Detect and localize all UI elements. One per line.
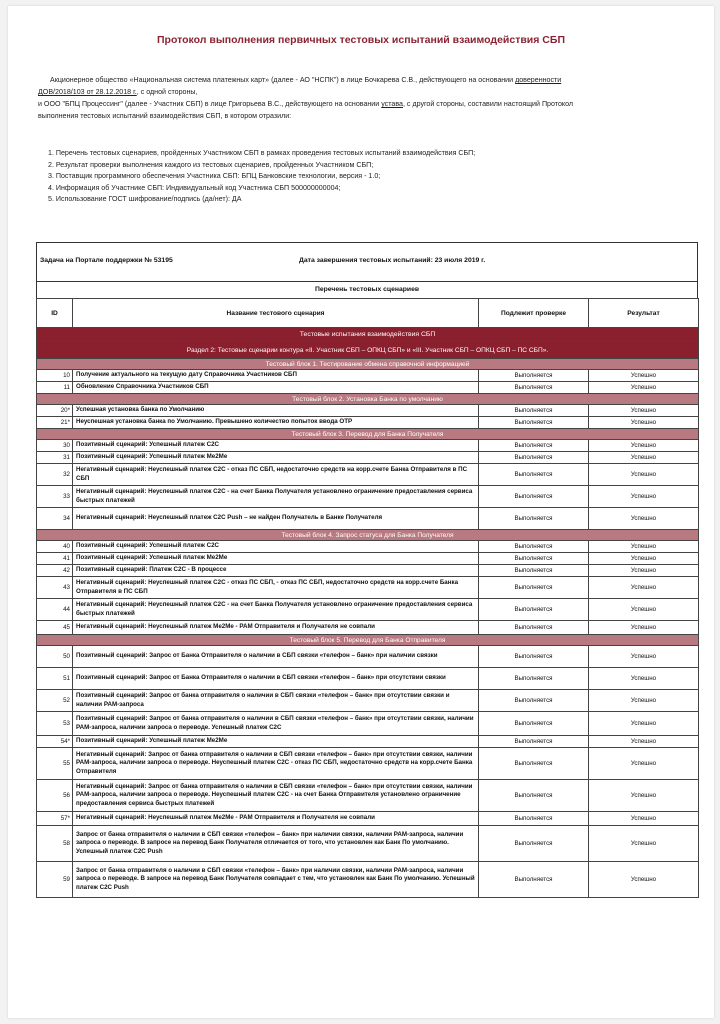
scenario-status: Выполняется: [479, 440, 589, 452]
scenario-id: 45: [37, 621, 73, 635]
table-row: [37, 690, 699, 712]
scenario-status: Выполняется: [479, 668, 589, 690]
scenario-name: Позитивный сценарий: Успешный платеж Me2Me: [73, 452, 479, 464]
scenario-id: 31: [37, 452, 73, 464]
scenario-result: Успешно: [589, 621, 699, 635]
scenario-id: 34: [37, 508, 73, 530]
scenario-result: Успешно: [589, 668, 699, 690]
scenario-result: Успешно: [589, 382, 699, 394]
column-header-result: Результат: [589, 299, 699, 328]
scenario-name: Позитивный сценарий: Запрос от Банка Отправителя о наличии в СБП связки «телефон – банк» при отсутствии связки: [73, 668, 479, 690]
scenario-name: Негативный сценарий: Запрос от банка отправителя о наличии в СБП связки «телефон – банк» при отсутствии связки, наличии PAM-запроса, наличии запроса о переводе. Неуспешный платеж С2С - на счет Банка Отправителя установлено ограничение предоставления сервиса быстрых платежей: [73, 780, 479, 812]
point-item: 3. Поставщик программного обеспечения Участника СБП: БПЦ Банковские технологии, версия - 1.0;: [48, 172, 381, 181]
table-row: [37, 486, 699, 508]
scenario-status: Выполняется: [479, 452, 589, 464]
scenario-id: 11: [37, 382, 73, 394]
scenario-name: Запрос от банка отправителя о наличии в СБП связки «телефон – банк» при наличии связки, наличии PAM-запроса, наличии запроса о переводе. В запросе на перевод Банк Получателя совпадает с тем, что установлен как Банк По умолчанию. Успешный платеж С2С Push: [73, 862, 479, 898]
table-row: [37, 370, 699, 382]
scenario-id: 21*: [37, 417, 73, 429]
scenario-result: Успешно: [589, 646, 699, 668]
table-header-info: [36, 242, 698, 281]
scenario-name: Негативный сценарий: Неуспешный платеж С2С - отказ ПС СБП, недостаточно средств на корр.счете Банка Отправителя в ПС СБП: [73, 464, 479, 486]
scenario-name: Негативный сценарий: Неуспешный платеж Me2Me - PAM Отправителя и Получателя не совпали: [73, 621, 479, 635]
scenario-result: Успешно: [589, 553, 699, 565]
column-header-check: Подлежит проверке: [479, 299, 589, 328]
block-title: Тестовый блок 5. Перевод для Банка Отправителя: [37, 635, 699, 646]
scenario-status: Выполняется: [479, 748, 589, 780]
scenario-result: Успешно: [589, 440, 699, 452]
scenario-id: 43: [37, 577, 73, 599]
scenario-name: Получение актуального на текущую дату Справочника Участников СБП: [73, 370, 479, 382]
scenario-result: Успешно: [589, 748, 699, 780]
scenario-result: Успешно: [589, 417, 699, 429]
point-item: 2. Результат проверки выполнения каждого из тестовых сценариев, пройденных Участником СБП;: [48, 160, 374, 169]
table-row: [37, 452, 699, 464]
scenario-result: Успешно: [589, 541, 699, 553]
block-title: Тестовый блок 3. Перевод для Банка Получателя: [37, 429, 699, 440]
scenario-status: Выполняется: [479, 370, 589, 382]
point-item: 1. Перечень тестовых сценариев, пройденных Участником СБП в рамках проведения тестовых испытаний взаимодействия СБП;: [48, 149, 476, 157]
scenario-id: 32: [37, 464, 73, 486]
scenario-status: Выполняется: [479, 382, 589, 394]
scenario-result: Успешно: [589, 452, 699, 464]
scenario-status: Выполняется: [479, 736, 589, 748]
band-row: Тестовые испытания взаимодействия СБП: [37, 328, 699, 342]
block-title: Тестовый блок 1. Тестирование обмена справочной информацией: [37, 359, 699, 370]
scenario-id: 57*: [37, 812, 73, 826]
scenario-name: Негативный сценарий: Неуспешный платеж С2С - на счет Банка Получателя установлено ограничение предоставления сервиса быстрых платежей: [73, 486, 479, 508]
scenario-name: Позитивный сценарий: Успешный платеж С2С: [73, 541, 479, 553]
document-page: [8, 6, 714, 1018]
table-row: [37, 736, 699, 748]
table-row: [37, 646, 699, 668]
table-row: [37, 405, 699, 417]
scenario-status: Выполняется: [479, 690, 589, 712]
scenario-result: Успешно: [589, 812, 699, 826]
table-row: [37, 417, 699, 429]
scenario-result: Успешно: [589, 736, 699, 748]
table-row: [37, 826, 699, 862]
scenario-status: Выполняется: [479, 464, 589, 486]
scenario-name: Успешная установка банка по Умолчанию: [73, 405, 479, 417]
scenario-id: 58: [37, 826, 73, 862]
scenario-name: Позитивный сценарий: Успешный платеж С2С: [73, 440, 479, 452]
scenario-result: Успешно: [589, 577, 699, 599]
table-row: [37, 541, 699, 553]
table-row: [37, 668, 699, 690]
table-row: [37, 577, 699, 599]
scenario-id: 30: [37, 440, 73, 452]
scenario-name: Позитивный сценарий: Платеж С2С - В процессе: [73, 565, 479, 577]
block-title-row: [37, 635, 699, 646]
scenario-status: Выполняется: [479, 780, 589, 812]
scenario-result: Успешно: [589, 599, 699, 621]
task-number: Задача на Портале поддержки № 53195: [40, 257, 173, 264]
table-row: [37, 440, 699, 452]
scenario-result: Успешно: [589, 862, 699, 898]
scenario-name: Позитивный сценарий: Запрос от банка отправителя о наличии в СБП связки «телефон – банк» при отсутствии связки, наличии PAM-запроса, наличии запроса о переводе. Успешный платеж С2С: [73, 712, 479, 736]
scenario-status: Выполняется: [479, 862, 589, 898]
intro-paragraph: Акционерное общество «Национальная система платежных карт» (далее - АО "НСПК") в лице Бочкарева С.В., действующего на основании доверенности ДОВ/2018/103 от 28.12.2018 г., с одной стороны, и ООО "БПЦ Процессинг" (далее - Участник СБП) в лице Григорьева В.С., действующего на основании устава, с другой стороны, составили настоящий Протокол выполнения тестовых испытаний взаимодействия СБП, в котором отразили:: [38, 76, 574, 120]
scenario-status: Выполняется: [479, 553, 589, 565]
table-row: [37, 508, 699, 530]
scenario-id: 54*: [37, 736, 73, 748]
scenario-status: Выполняется: [479, 405, 589, 417]
scenario-name: Негативный сценарий: Неуспешный платеж С2С - на счет Банка Получателя установлено ограничение предоставления сервиса быстрых платежей: [73, 599, 479, 621]
table-row: [37, 599, 699, 621]
scenario-status: Выполняется: [479, 541, 589, 553]
scenario-id: 44: [37, 599, 73, 621]
table-row: [37, 565, 699, 577]
block-title-row: [37, 530, 699, 541]
scenario-id: 55: [37, 748, 73, 780]
scenario-result: Успешно: [589, 565, 699, 577]
scenario-status: Выполняется: [479, 599, 589, 621]
table-row: [37, 812, 699, 826]
table-row: [37, 862, 699, 898]
scenario-name: Обновление Справочника Участников СБП: [73, 382, 479, 394]
scenario-id: 42: [37, 565, 73, 577]
table-row: [37, 621, 699, 635]
scenario-name: Негативный сценарий: Неуспешный платеж С2С - отказ ПС СБП, - отказ ПС СБП, недостаточно средств на корр.счете Банка Отправителя в ПС СБП: [73, 577, 479, 599]
scenario-name: Неуспешная установка банка по Умолчанию. Превышено количество попыток ввода OTP: [73, 417, 479, 429]
scenario-name: Запрос от банка отправителя о наличии в СБП связки «телефон – банк» при наличии связки, наличии PAM-запроса, наличии запроса о переводе. В запросе на перевод Банк Получателя отличается от того, что установлен как Банк По умолчанию. Успешный платеж С2С Push: [73, 826, 479, 862]
scenarios-grid: [36, 298, 699, 898]
scenario-status: Выполняется: [479, 712, 589, 736]
scenario-name: Позитивный сценарий: Успешный платеж Me2Me: [73, 736, 479, 748]
block-title: Тестовый блок 2. Установка Банка по умолчанию: [37, 394, 699, 405]
scenario-id: 20*: [37, 405, 73, 417]
table-row: [37, 553, 699, 565]
scenario-id: 40: [37, 541, 73, 553]
scenario-result: Успешно: [589, 405, 699, 417]
scenario-status: Выполняется: [479, 621, 589, 635]
table-row: [37, 382, 699, 394]
section-row: Раздел 2: Тестовые сценарии контура «II. Участник СБП – ОПКЦ СБП» и «III. Участник СБП – ОПКЦ СБП – ПС СБП».: [37, 342, 699, 359]
column-header-id: ID: [37, 299, 73, 328]
scenario-status: Выполняется: [479, 486, 589, 508]
scenarios-table: [36, 242, 698, 898]
scenario-status: Выполняется: [479, 508, 589, 530]
points-list: [48, 148, 688, 206]
scenario-id: 59: [37, 862, 73, 898]
list-title: Перечень тестовых сценариев: [36, 281, 698, 298]
block-title-row: [37, 394, 699, 405]
scenario-name: Позитивный сценарий: Запрос от банка отправителя о наличии в СБП связки «телефон – банк» при отсутствии связки и наличии PAM-запроса: [73, 690, 479, 712]
scenario-result: Успешно: [589, 464, 699, 486]
scenario-result: Успешно: [589, 486, 699, 508]
scenario-name: Позитивный сценарий: Запрос от Банка Отправителя о наличии в СБП связки «телефон – банк» при наличии связки: [73, 646, 479, 668]
block-title-row: [37, 429, 699, 440]
scenario-result: Успешно: [589, 508, 699, 530]
scenario-name: Негативный сценарий: Неуспешный платеж С2С Push – не найден Получатель в Банке Получателя: [73, 508, 479, 530]
scenario-id: 41: [37, 553, 73, 565]
table-row: [37, 712, 699, 736]
scenario-id: 51: [37, 668, 73, 690]
scenario-status: Выполняется: [479, 565, 589, 577]
power-of-attorney-link: доверенности: [515, 76, 562, 84]
scenario-id: 53: [37, 712, 73, 736]
charter-link: устава: [381, 100, 403, 108]
scenario-id: 56: [37, 780, 73, 812]
scenario-id: 50: [37, 646, 73, 668]
block-title: Тестовый блок 4. Запрос статуса для Банка Получателя: [37, 530, 699, 541]
column-header-name: Название тестового сценария: [73, 299, 479, 328]
point-item: 4. Информация об Участнике СБП: Индивидуальный код Участника СБП 500000000004;: [48, 183, 341, 192]
table-row: [37, 780, 699, 812]
scenario-result: Успешно: [589, 826, 699, 862]
scenario-status: Выполняется: [479, 812, 589, 826]
scenario-name: Негативный сценарий: Неуспешный платеж Me2Me - PAM Отправителя и Получателя не совпали: [73, 812, 479, 826]
scenario-id: 33: [37, 486, 73, 508]
document-title: Протокол выполнения первичных тестовых испытаний взаимодействия СБП: [156, 34, 565, 46]
scenario-name: Позитивный сценарий: Успешный платеж Me2Me: [73, 553, 479, 565]
scenario-status: Выполняется: [479, 577, 589, 599]
point-item: 5. Использование ГОСТ шифрование/подпись (да/нет): ДА: [48, 195, 242, 204]
scenario-result: Успешно: [589, 712, 699, 736]
scenario-status: Выполняется: [479, 826, 589, 862]
scenario-status: Выполняется: [479, 417, 589, 429]
scenario-id: 10: [37, 370, 73, 382]
block-title-row: [37, 359, 699, 370]
table-row: [37, 748, 699, 780]
scenario-status: Выполняется: [479, 646, 589, 668]
scenario-name: Негативный сценарий: Запрос от банка отправителя о наличии в СБП связки «телефон – банк» при отсутствии связки, наличии PAM-запроса, наличии запроса о переводе. Неуспешный платеж С2С - отказ ПС СБП, недостаточно средств на корр.счете Банка Отправителя: [73, 748, 479, 780]
scenario-result: Успешно: [589, 690, 699, 712]
table-row: [37, 464, 699, 486]
completion-date: Дата завершения тестовых испытаний: 23 июля 2019 г.: [299, 257, 486, 264]
power-of-attorney-number: ДОВ/2018/103 от 28.12.2018 г.: [38, 88, 137, 96]
scenario-result: Успешно: [589, 780, 699, 812]
scenario-id: 52: [37, 690, 73, 712]
scenario-result: Успешно: [589, 370, 699, 382]
